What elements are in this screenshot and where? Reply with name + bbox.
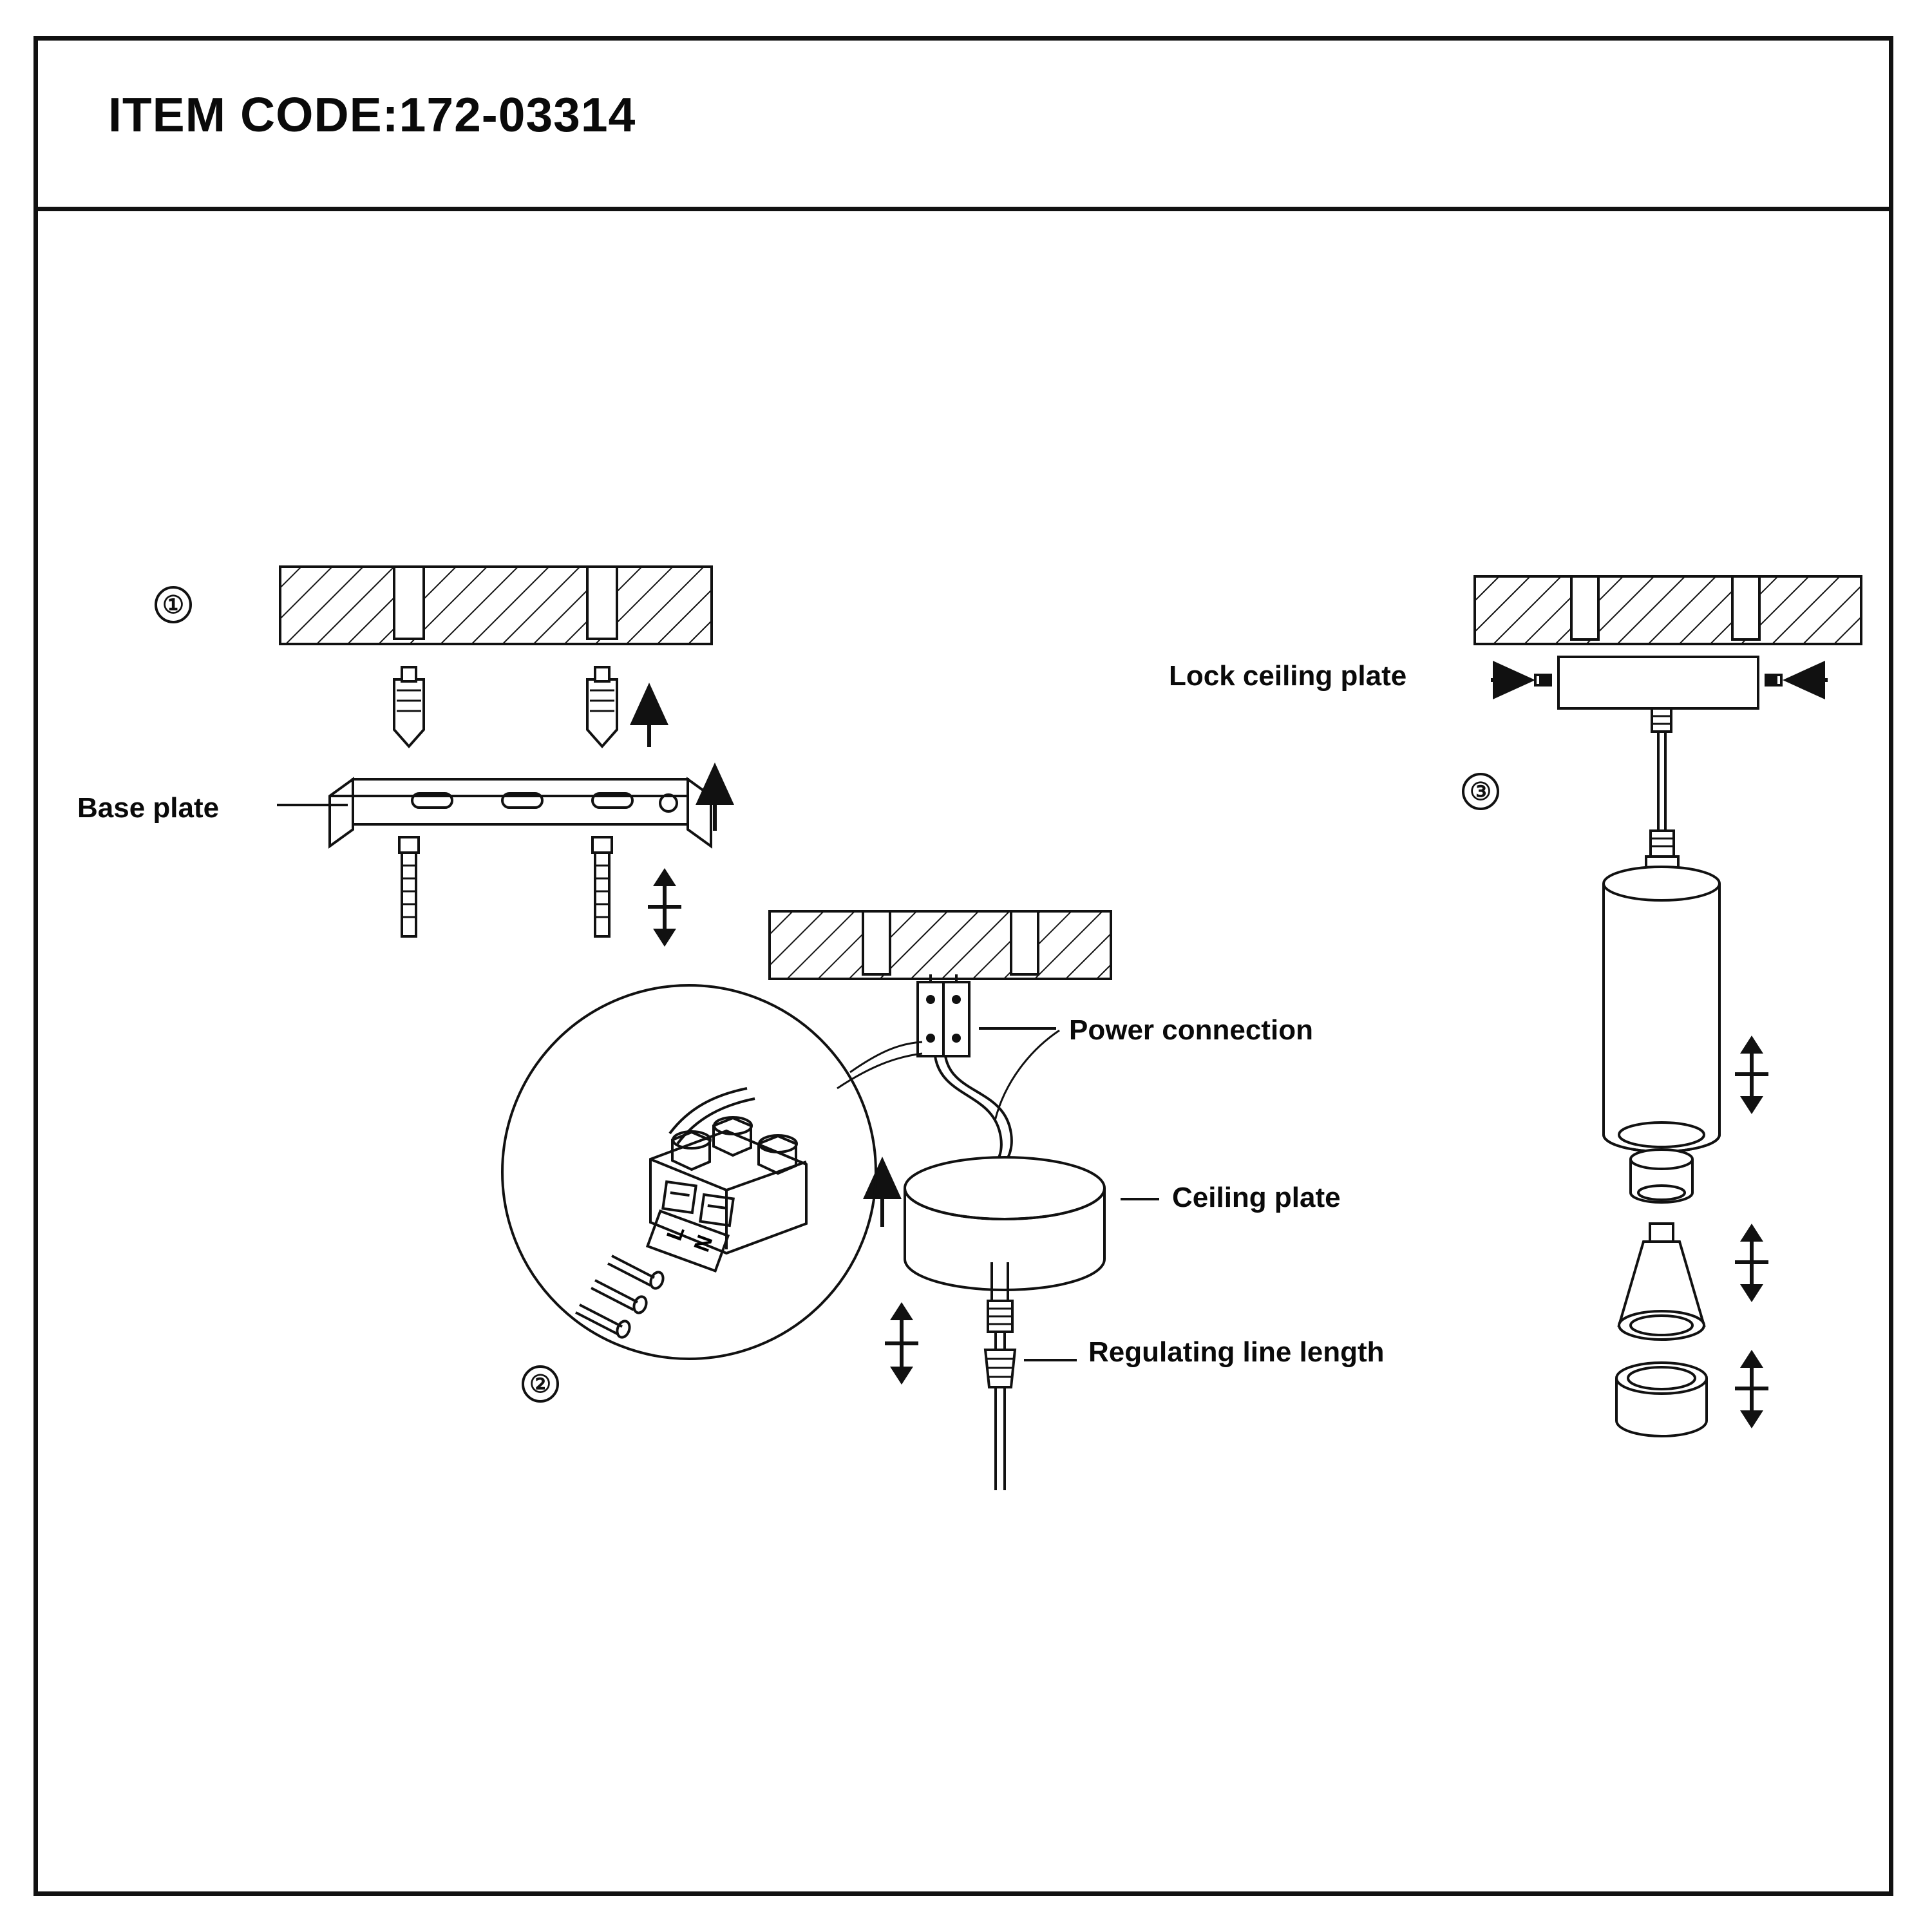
step-number-3: ③ [1462,773,1499,810]
step3-trim-ring [1616,1363,1707,1436]
label-regulating-line-length: Regulating line length [1088,1336,1385,1368]
regulating-line-part [985,1262,1077,1490]
step3-suspension-cable [1646,708,1678,876]
label-base-plate: Base plate [77,792,220,824]
step2-pointer-curve [995,1030,1059,1121]
step1-adjust-arrows [648,868,681,947]
step1-wall-plugs [394,667,617,746]
power-connection-block [918,974,1056,1056]
step-number-2: ② [522,1365,559,1403]
step-number-1: ① [155,586,192,623]
base-plate-part [277,779,711,846]
step1-ceiling-slab [280,567,712,644]
terminal-label-neutral: N [689,1231,718,1255]
ceiling-plate-part [905,1157,1159,1290]
label-power-connection: Power connection [1069,1014,1313,1046]
step2-ceiling-slab [770,911,1111,979]
label-lock-ceiling-plate: Lock ceiling plate [1169,660,1407,692]
terminal-connector-detail [576,1088,806,1339]
page-title: ITEM CODE:172-03314 [108,88,636,142]
step3-ceiling-plate [1491,657,1828,708]
step3-lamp-body [1604,867,1719,1202]
label-ceiling-plate: Ceiling plate [1172,1182,1341,1213]
step2-detail-circle [502,985,922,1359]
step3-ceiling-slab [1475,576,1861,644]
step3-adjust-arrows [1735,1036,1768,1428]
step2-adjust-arrows [885,1302,918,1385]
terminal-label-live: L [661,1222,690,1244]
step1-screws [399,837,612,936]
step3-reflector [1619,1224,1704,1340]
